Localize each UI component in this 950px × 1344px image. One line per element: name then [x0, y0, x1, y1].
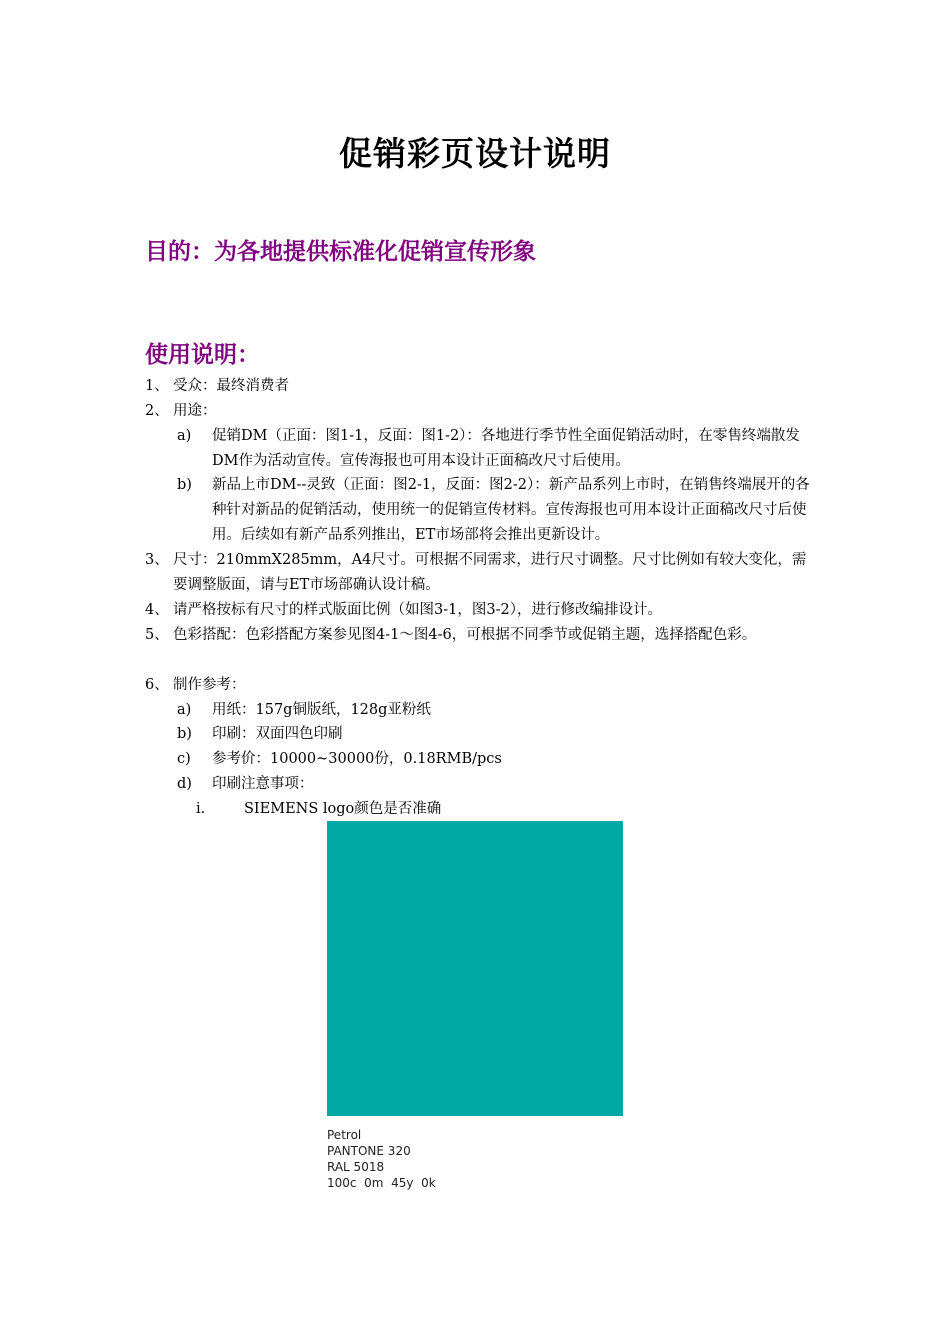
list-letter: b) — [177, 477, 192, 493]
list-text: 新品上市DM--灵致（正面：图2-1，反面：图2-2）：新产品系列上市时，在销售终端展开的各种针对新品的促销活动，使用统一的促销宣传材料。宣传海报也可用本设计正面稿改尺寸后使用。后续如有新产品系列推出，ET市场部将会推出更新设计。 — [212, 477, 810, 543]
list-text: 色彩搭配：色彩搭配方案参见图4-1～图4-6，可根据不同季节或促销主题，选择搭配色彩。 — [173, 627, 757, 643]
list-letter: a) — [177, 428, 192, 444]
list-item-6d — [177, 772, 817, 797]
list-text: 尺寸：210mmX285mm，A4尺寸。可根据不同需求，进行尺寸调整。尺寸比例如有较大变化，需要调整版面，请与ET市场部确认设计稿。 — [173, 552, 807, 593]
list-text: 制作参考： — [173, 677, 246, 693]
list-text: 受众：最终消费者 — [173, 378, 289, 394]
list-item-2 — [145, 399, 815, 424]
list-item-4 — [145, 598, 815, 623]
petrol-color-swatch — [327, 821, 623, 1116]
swatch-color-name: Petrol — [327, 1128, 362, 1142]
list-text: SIEMENS logo颜色是否准确 — [244, 801, 442, 817]
list-number: 1、 — [145, 378, 169, 394]
list-item-2b — [177, 473, 817, 548]
usage-heading: 使用说明： — [145, 342, 260, 368]
list-letter: a) — [177, 702, 192, 718]
swatch-label — [327, 1127, 436, 1191]
list-text: 用途： — [173, 403, 217, 419]
list-item-1 — [145, 374, 815, 399]
list-item-6c — [177, 747, 817, 772]
swatch-pantone: PANTONE 320 — [327, 1144, 411, 1158]
list-text: 请严格按标有尺寸的样式版面比例（如图3-1，图3-2），进行修改编排设计。 — [173, 602, 662, 618]
swatch-cmyk: 100c 0m 45y 0k — [327, 1176, 436, 1190]
list-text: 印刷：双面四色印刷 — [212, 726, 343, 742]
list-item-5 — [145, 623, 815, 673]
list-item-6b — [177, 722, 817, 747]
list-text: 印刷注意事项： — [212, 776, 314, 792]
list-number: 4、 — [145, 602, 169, 618]
list-number: 6、 — [145, 677, 169, 693]
list-item-6a — [177, 698, 817, 723]
list-letter: b) — [177, 726, 192, 742]
list-item-6 — [145, 673, 815, 698]
list-text: 参考价：10000~30000份，0.18RMB/pcs — [212, 751, 502, 767]
list-item-3 — [145, 548, 815, 598]
swatch-ral: RAL 5018 — [327, 1160, 385, 1174]
list-item-2a — [177, 424, 817, 474]
list-number: 2、 — [145, 403, 169, 419]
list-letter: d) — [177, 776, 192, 792]
list-letter: c) — [177, 751, 191, 767]
list-text: 促销DM（正面：图1-1，反面：图1-2）：各地进行季节性全面促销活动时，在零售终端散发DM作为活动宣传。宣传海报也可用本设计正面稿改尺寸后使用。 — [212, 428, 800, 469]
list-number: 3、 — [145, 552, 169, 568]
document-title: 促销彩页设计说明 — [339, 134, 611, 173]
list-item-6d-i — [196, 797, 616, 822]
list-text: 用纸：157g铜版纸，128g亚粉纸 — [212, 702, 431, 718]
list-number: 5、 — [145, 627, 169, 643]
list-roman: i. — [196, 801, 206, 817]
purpose-heading: 目的：为各地提供标准化促销宣传形象 — [145, 239, 536, 265]
